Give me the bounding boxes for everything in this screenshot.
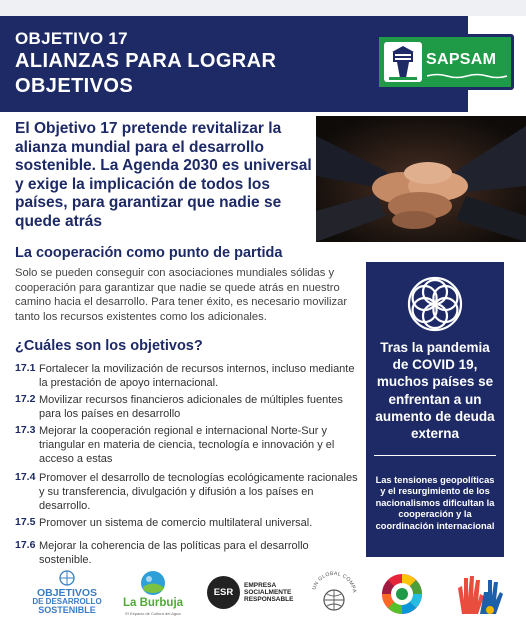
sidebar-main-text: Tras la pandemia de COVID 19, muchos países se enfrentan a un aumento de deuda externa bbox=[375, 340, 495, 442]
sidebar-divider bbox=[374, 455, 496, 456]
item-number: 17.3 bbox=[15, 424, 36, 436]
item-text: Mejorar la cooperación regional e internacional Norte-Sur y triangular en materia de ciencia, tecnología e innovación y el acceso a estas bbox=[39, 425, 335, 466]
hands-icon bbox=[446, 570, 506, 618]
item-text: Mejorar la coherencia de las políticas para el desarrollo sostenible. bbox=[39, 540, 309, 567]
sdg17-rings-icon bbox=[405, 274, 465, 334]
water-tower-icon bbox=[384, 42, 422, 82]
item-number: 17.1 bbox=[15, 362, 36, 374]
esr-line-3: RESPONSABLE bbox=[244, 596, 294, 603]
burbuja-tagline: El Espacio de Cultura del Agua bbox=[125, 611, 181, 616]
esr-line-2: SOCIALMENTE bbox=[244, 589, 292, 596]
sapsam-logo bbox=[376, 34, 514, 90]
objective-label: OBJETIVO 17 bbox=[15, 29, 128, 48]
item-text: Promover el desarrollo de tecnologías ecológicamente racionales y su transferencia, divulgación y difusión a los países en desarrollo. bbox=[39, 472, 358, 513]
sdg-wheel-icon bbox=[378, 570, 426, 618]
item-number: 17.4 bbox=[15, 471, 36, 483]
wave-icon bbox=[427, 73, 507, 79]
logo-text: SAPSAM bbox=[426, 51, 497, 68]
item-text: Movilizar recursos financieros adicionales de múltiples fuentes para los países en desarrollo bbox=[39, 394, 343, 421]
esr-line-1: EMPRESA bbox=[244, 582, 277, 589]
top-band bbox=[0, 0, 526, 16]
item-number: 17.5 bbox=[15, 516, 36, 528]
handshake-photo bbox=[316, 116, 526, 242]
sdg-wheel-logo bbox=[378, 570, 426, 623]
item-number: 17.2 bbox=[15, 393, 36, 405]
sidebar-sub-text: Las tensiones geopolíticas y el resurgimiento de los nacionalismos dificultan la cooperación y la coordinación internacional bbox=[375, 475, 495, 531]
objectives-heading: ¿Cuáles son los objetivos? bbox=[15, 338, 203, 354]
ods-line-1: OBJETIVOS bbox=[36, 587, 98, 599]
bubble-icon bbox=[138, 570, 168, 598]
item-number: 17.6 bbox=[15, 539, 36, 551]
esr-mark: ESR bbox=[207, 576, 240, 609]
page-title: ALIANZAS PARA LOGRAR OBJETIVOS bbox=[15, 50, 277, 97]
intro-text: El Objetivo 17 pretende revitalizar la alianza mundial para el desarrollo sostenible. La Agenda 2030 es universal y exige la implicación de todos los países, para garantizar que nadie se quede atrás bbox=[15, 120, 312, 230]
item-text: Fortalecer la movilización de recursos internos, incluso mediante la prestación de apoyo internacional. bbox=[39, 363, 355, 390]
un-emblem-icon bbox=[59, 570, 75, 586]
ods-line-3: SOSTENIBLE bbox=[38, 605, 96, 615]
global-compact-icon bbox=[305, 570, 363, 620]
ods-line-2: DE DESARROLLO bbox=[32, 597, 102, 606]
hands-logo bbox=[446, 570, 506, 623]
compact-text: UN GLOBAL COMPA bbox=[311, 570, 358, 594]
burbuja-name: La Burbuja bbox=[122, 597, 184, 609]
section-paragraph: Solo se pueden conseguir con asociaciones mundiales sólidas y cooperación para garantizar que nadie se quede atrás en nuestro camino hacia el desarrollo. Para tener éxito, es necesario movilizar tanto los recursos existentes como los adicionales. bbox=[15, 267, 348, 323]
sidebar-panel bbox=[366, 262, 504, 557]
un-global-compact-logo bbox=[305, 570, 363, 625]
section-heading: La cooperación como punto de partida bbox=[15, 245, 283, 261]
item-text: Promover un sistema de comercio multilateral universal. bbox=[39, 517, 313, 529]
